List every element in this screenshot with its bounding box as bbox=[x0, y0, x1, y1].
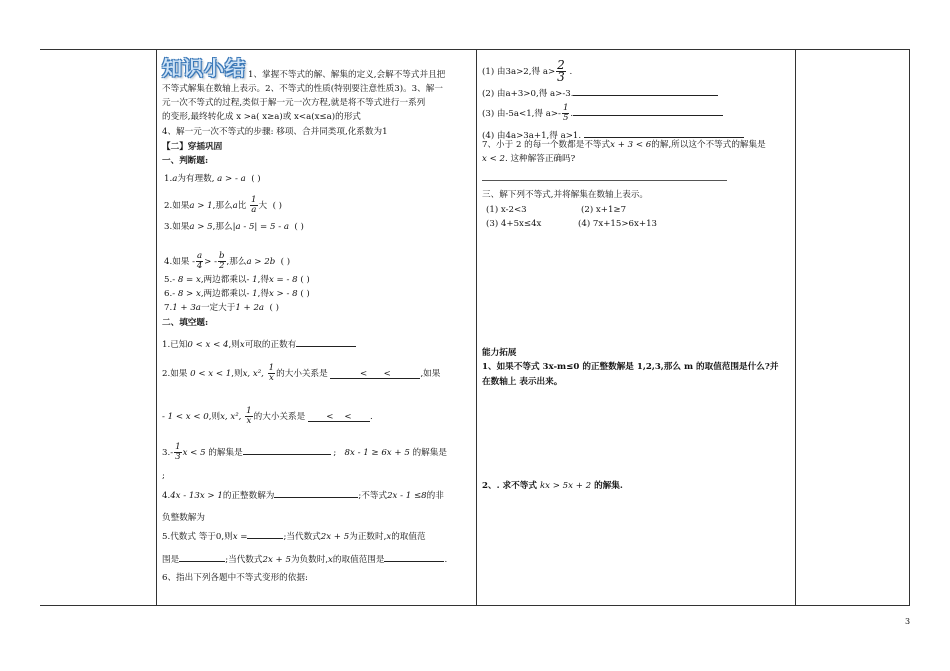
solve-1: (1) x-2<3 bbox=[486, 205, 527, 215]
judge-q5: 5.- 8 = x,两边都乘以- 1,得x = - 8 ( ) bbox=[164, 275, 310, 285]
mid-item-2-blank[interactable] bbox=[573, 86, 718, 96]
extension-title: 能力拓展 bbox=[482, 348, 517, 358]
summary-line-2: 不等式解集在数轴上表示。2、不等式的性质(特别要注意性质3)。3、解一 bbox=[162, 84, 443, 94]
fill-q2-blank-1[interactable]: < < bbox=[330, 369, 420, 379]
page-number: 3 bbox=[905, 617, 911, 626]
mid-item-7-line1: 7、小于 2 的每一个数都是不等式x + 3 < 6的解,所以这个不等式的解集是 bbox=[482, 140, 766, 150]
judge-section-title: 一、判断题: bbox=[162, 156, 209, 166]
section-title: 【二】穿插巩固 bbox=[162, 142, 223, 152]
fill-q5-blank-1[interactable] bbox=[247, 529, 283, 539]
column-divider-3 bbox=[795, 49, 796, 605]
fill-q3-blank-1[interactable] bbox=[243, 445, 331, 455]
fill-q3-end: ; bbox=[162, 471, 165, 481]
extension-q1-line1: 1、如果不等式 3x-m≤0 的正整数解是 1,2,3,那么 m 的取值范围是什么?并 bbox=[482, 362, 779, 372]
mid-item-3-blank[interactable] bbox=[573, 106, 723, 116]
table-bottom-border bbox=[40, 605, 910, 606]
summary-line-5: 4、解一元一次不等式的步骤: 移项、合并同类项,化系数为1 bbox=[162, 127, 388, 137]
solve-4: (4) 7x+15>6x+13 bbox=[578, 219, 658, 229]
column-divider-2 bbox=[476, 49, 477, 605]
table-top-border bbox=[40, 49, 910, 50]
mid-item-3: (3) 由-5a<1,得 a>- $\frac{1}{5}$ . bbox=[482, 104, 723, 123]
fill-q4-line2: 负整数解为 bbox=[162, 513, 205, 523]
fill-q5-blank-2[interactable] bbox=[179, 552, 225, 562]
judge-q4: 4.如果 - $\frac{a}{4}$ > - $\frac{b}{2}$ ,那么a > 2b ( ) bbox=[164, 251, 291, 271]
fill-q2-line1: 2.如果 0 < x < 1,则x, x², $\frac{1}{x}$ 的大小关系是 < < ,如果 bbox=[162, 363, 441, 383]
mid-item-2: (2) 由a+3>0,得 a>-3. bbox=[482, 86, 718, 100]
mid-item-7-line2: x < 2. 这种解答正确吗? bbox=[482, 154, 576, 164]
summary-line-1: 1、掌握不等式的解、解集的定义,会解不等式并且把 bbox=[248, 70, 446, 80]
solve-section-title: 三、解下列不等式,并将解集在数轴上表示。 bbox=[482, 190, 649, 200]
solve-3: (3) 4+5x≤4x bbox=[486, 219, 542, 229]
solve-2: (2) x+1≥7 bbox=[581, 205, 627, 215]
fill-q5-blank-3[interactable] bbox=[384, 552, 444, 562]
fill-q2-blank-2[interactable]: < < bbox=[308, 412, 370, 422]
mid-item-4-blank[interactable] bbox=[584, 128, 744, 138]
column-divider-4 bbox=[909, 49, 910, 605]
fill-q2-line2: - 1 < x < 0,则x, x², $\frac{1}{x}$ 的大小关系是 < < . bbox=[162, 406, 373, 426]
fill-q3: 3.- $\frac{1}{3}$ x < 5 的解集是 ; 8x - 1 ≥ 6x + 5 的解集是 bbox=[162, 442, 447, 462]
mid-item-7-answer-line bbox=[482, 180, 727, 181]
extension-q2: 2、. 求不等式 kx > 5x + 2 的解集. bbox=[482, 481, 623, 491]
mid-item-1: (1) 由3a>2,得 a> $\frac{2}{3}$ . bbox=[482, 58, 573, 84]
fill-q1-blank[interactable] bbox=[296, 337, 356, 347]
fill-section-title: 二、填空题: bbox=[162, 318, 209, 328]
fill-q1: 1.已知0 < x < 4,则x可取的正数有 bbox=[162, 337, 356, 351]
fill-q4-blank[interactable] bbox=[274, 488, 358, 498]
judge-q6: 6.- 8 > x,两边都乘以- 1,得x > - 8 ( ) bbox=[164, 289, 310, 299]
fill-q5-line2: 围是 ;当代数式2x + 5为负数时,x的取值范围是 . bbox=[162, 552, 447, 566]
knowledge-summary-logo: 知识小结 bbox=[162, 56, 246, 80]
judge-q1: 1.a为有理数, a > - a ( ) bbox=[164, 174, 261, 184]
summary-line-4: 的变形,最终转化成 x >a( x≥a)或 x<a(x≤a)的形式 bbox=[162, 112, 361, 122]
fill-q5-line1: 5.代数式 等于0,则x = ;当代数式2x + 5为正数时,x的取值范 bbox=[162, 529, 426, 543]
fill-q4-line1: 4.4x - 13x > 1的正整数解为 ;不等式2x - 1 ≤8的非 bbox=[162, 488, 444, 502]
mid-item-4: (4) 由4a>3a+1,得 a>1. bbox=[482, 128, 744, 142]
judge-q2: 2.如果a > 1,那么a比 $\frac{1}{a}$ 大 ( ) bbox=[164, 195, 283, 215]
extension-q1-line2: 在数轴上 表示出来。 bbox=[482, 377, 563, 387]
column-divider-1 bbox=[156, 49, 157, 605]
judge-q7: 7.1 + 3a一定大于1 + 2a ( ) bbox=[164, 303, 279, 313]
judge-q3: 3.如果a > 5,那么|a - 5| = 5 - a ( ) bbox=[164, 222, 304, 232]
summary-line-3: 元一次不等式的过程,类似于解一元一次方程,就是将不等式进行一系列 bbox=[162, 98, 426, 108]
fill-q6: 6、指出下列各题中不等式变形的依据: bbox=[162, 573, 308, 583]
